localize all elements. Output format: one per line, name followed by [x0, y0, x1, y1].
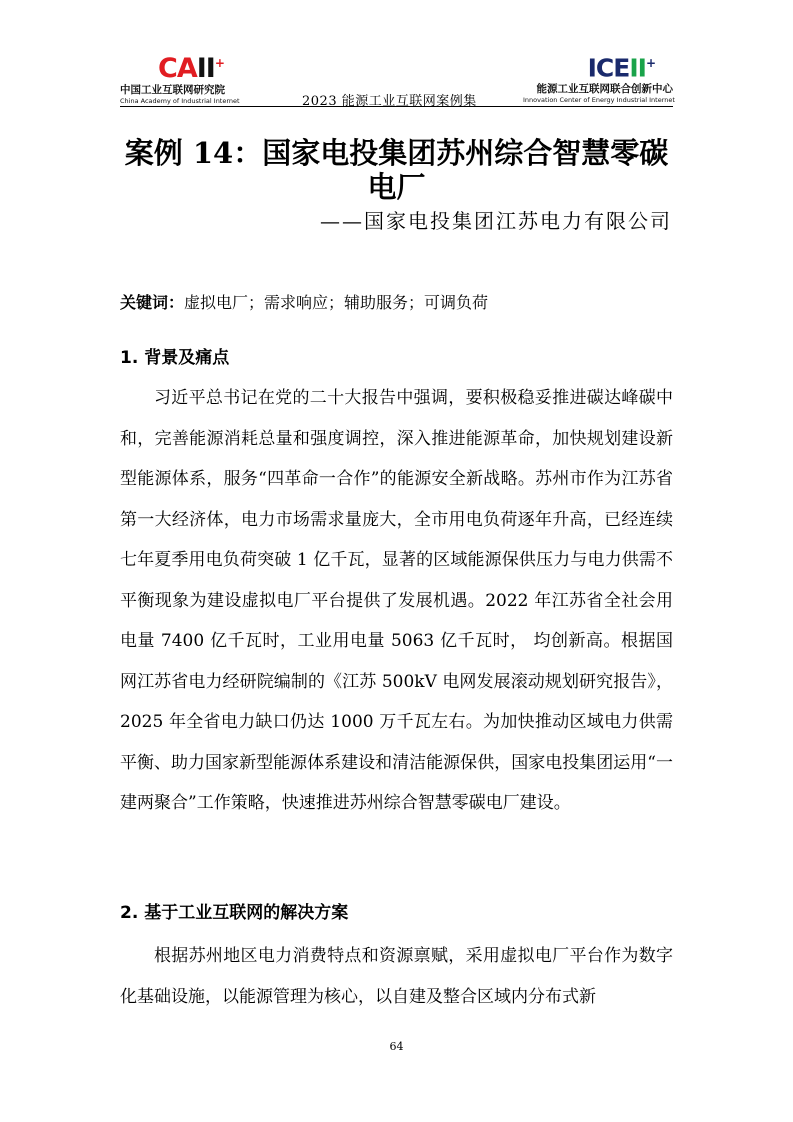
header-collection-title: 2023 能源工业互联网案例集	[302, 94, 477, 109]
iceii-logo-mark: ICEII+	[587, 53, 655, 83]
section-paragraph-solution: 根据苏州地区电力消费特点和资源禀赋，采用虚拟电厂平台作为数字化基础设施，以能源管理为核心，以自建及整合区域内分布式新	[120, 946, 673, 1007]
case-subtitle: ——国家电投集团江苏电力有限公司	[320, 209, 672, 233]
section-heading-solution: 2. 基于工业互联网的解决方案	[120, 903, 349, 923]
page-number: 64	[389, 1040, 404, 1053]
section-paragraph-background: 习近平总书记在党的二十大报告中强调，要积极稳妥推进碳达峰碳中和，完善能源消耗总量和强度调控，深入推进能源革命，加快规划建设新型能源体系，服务“四革命一合作”的能源安全新战略。苏州市作为江苏省第一大经济体，电力市场需求量庞大，全市用电负荷逐年升高，已经连续七年夏季用电负荷突破 1 亿千瓦，显著的区域能源保供压力与电力供需不平衡现象为建设虚拟电厂平台提供了发展机遇。2022 年江苏省全社会用电量 7400 亿千瓦时，工业用电量 5063 亿千瓦时， 均创新高。根据国网江苏省电力经研院编制的《江苏 500kV 电网发展滚动规划研究报告》，2025 年全省电力缺口仍达 1000 万千瓦左右。为加快推动区域电力供需平衡、助力国家新型能源体系建设和清洁能源保供，国家电投集团运用“一建两聚合”工作策略，快速推进苏州综合智慧零碳电厂建设。	[120, 388, 673, 813]
iceii-name-en: Innovation Center of Energy Industrial Internet	[523, 96, 675, 105]
caii-logo-mark: CAII+	[158, 53, 224, 84]
section-heading-background: 1. 背景及痛点	[120, 348, 230, 368]
page-header	[120, 48, 673, 110]
header-divider	[120, 106, 673, 107]
iceii-logo	[523, 48, 673, 105]
caii-logo	[120, 48, 280, 106]
keywords-line	[120, 290, 488, 313]
case-title: 案例 14：国家电投集团苏州综合智慧零碳电厂	[124, 136, 669, 204]
caii-name-en: China Academy of Industrial Internet	[120, 97, 240, 105]
iceii-name-cn: 能源工业互联网联合创新中心	[536, 83, 673, 96]
keywords-value: 虚拟电厂；需求响应；辅助服务；可调负荷	[184, 293, 489, 312]
caii-name-cn: 中国工业互联网研究院	[120, 84, 225, 96]
keywords-label: 关键词：	[120, 293, 185, 312]
